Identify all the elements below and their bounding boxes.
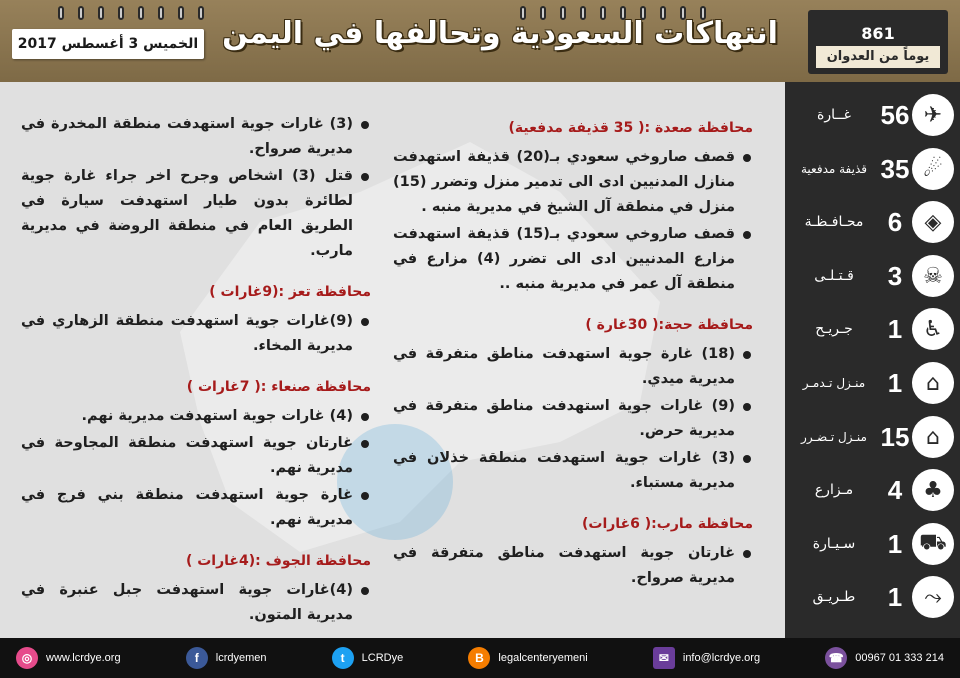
jet-icon: ✈ (912, 94, 954, 136)
phone-number[interactable]: 00967 01 333 214 (855, 652, 944, 664)
artillery-icon: ☄ (912, 148, 954, 190)
date-label: الخميس 3 أغسطس 2017 (12, 29, 204, 59)
page-title: انتهاكات السعودية وتحالفها في اليمن (222, 16, 778, 51)
list-item: (4) غارات جوية استهدفت مديرية نهم. (21, 404, 371, 429)
injured-icon: ♿ (912, 308, 954, 350)
stat-label: مـزارع (814, 482, 854, 498)
stat-injured (790, 306, 954, 352)
stat-number: 15 (880, 421, 910, 452)
section-jawf (21, 549, 371, 628)
list-item: (9)غارات جوية استهدفت منطقة الزهاري في مديرية المخاء. (21, 309, 371, 359)
section-title: محافظة صنعاء :( 7غارات ) (186, 379, 371, 395)
blogger-icon: B (468, 647, 490, 669)
list-item: غارة جوية استهدفت منطقة بني فرج في مديرية نهم. (21, 483, 371, 533)
road-icon: ⤳ (912, 576, 954, 618)
twitter-icon: t (332, 647, 354, 669)
destroyed-house-icon: ⌂ (912, 362, 954, 404)
stat-number: 35 (880, 153, 910, 184)
stat-number: 56 (880, 99, 910, 130)
stat-house-destroyed (790, 360, 954, 406)
website-link[interactable]: www.lcrdye.org (46, 652, 121, 664)
list-item: (4)غارات جوية استهدفت جبل عنبرة في مديرية المتون. (21, 578, 371, 628)
footer-phone[interactable] (825, 647, 944, 669)
section-title: محافظة تعز :(9غارات ) (209, 284, 371, 300)
list-item: غارتان جوية استهدفت منطقة المجاوحة في مديرية نهم. (21, 431, 371, 481)
mail-icon: ✉ (653, 647, 675, 669)
twitter-link[interactable]: LCRDye (361, 652, 404, 664)
farm-icon: ♣ (912, 469, 954, 511)
damaged-house-icon: ⌂ (912, 416, 954, 458)
list-item: (3) غارات جوية استهدفت منطقة المخدرة في مديرية صرواح. (21, 112, 371, 162)
list-item: قصف صاروخي سعودي بـ(15) قذيفة استهدفت مزارع المدنيين ادى الى تضرر (4) مزارع في منطقة آل عمر في مديرية منبه .. (393, 222, 753, 297)
days-count: 861 (861, 24, 895, 43)
section-marib (393, 512, 753, 591)
stat-killed (790, 253, 954, 299)
stat-airstrikes (790, 92, 954, 138)
section-title: محافظة حجة:( 30غارة ) (585, 317, 753, 333)
binder-rings-left (58, 6, 204, 20)
stat-number: 1 (887, 581, 903, 612)
footer-website[interactable] (16, 647, 121, 669)
column-left (21, 112, 371, 630)
stat-house-damaged (790, 414, 954, 460)
stat-label: سـيـارة (812, 536, 856, 552)
list-item: (9) غارات جوية استهدفت مناطق متفرقة في مديرية حرض. (393, 394, 753, 444)
stat-label: قـتـلـى (814, 268, 854, 284)
footer-twitter[interactable] (332, 647, 404, 669)
globe-icon: ◎ (16, 647, 38, 669)
facebook-link[interactable]: lcrdyemen (215, 652, 267, 664)
phone-icon: ☎ (825, 647, 847, 669)
killed-icon: ☠ (912, 255, 954, 297)
section-sanaa (21, 375, 371, 533)
stat-label: جـريـح (815, 321, 853, 337)
section-title: محافظة الجوف :(4غارات ) (185, 553, 371, 569)
footer-blog[interactable] (468, 647, 587, 669)
stats-sidebar (785, 82, 960, 638)
section-taiz (21, 280, 371, 359)
stat-number: 3 (887, 260, 903, 291)
days-counter-box (808, 10, 948, 74)
blog-link[interactable]: legalcenteryemeni (498, 652, 588, 664)
stat-label: قذيفة مدفعية (801, 162, 867, 176)
main-content (0, 82, 785, 638)
stat-label: منـزل تـدمـر (802, 376, 866, 390)
section-hajjah (393, 313, 753, 496)
stat-label: منـزل تـضـرر (801, 430, 867, 444)
header-bar (0, 0, 960, 82)
list-item: غارتان جوية استهدفت مناطق متفرقة في مديرية صرواح. (393, 541, 753, 591)
facebook-icon: f (186, 647, 208, 669)
stat-label: طـريـق (812, 589, 856, 605)
stat-label: محـافـظـة (804, 214, 864, 230)
stat-artillery (790, 146, 954, 192)
stat-label: غــارة (817, 107, 851, 123)
list-item: قصف صاروخي سعودي بـ(20) قذيفة استهدفت منازل المدنيين ادى الى تدمير منزل وتضرر (15) منزل في منطقة آل الشيخ في مديرية منبه . (393, 145, 753, 220)
stat-car (790, 521, 954, 567)
section-title: محافظة صعدة :( 35 قذيفة مدفعية) (508, 120, 753, 136)
list-item: (3) غارات جوية استهدفت منطقة خذلان في مديرية مستباء. (393, 446, 753, 496)
map-icon: ◈ (912, 201, 954, 243)
stat-number: 6 (887, 206, 903, 237)
stat-road (790, 574, 954, 620)
footer-facebook[interactable] (186, 647, 267, 669)
list-item: (18) غارة جوية استهدفت مناطق متفرقة في مديرية ميدي. (393, 342, 753, 392)
column-right (393, 112, 753, 593)
stat-farms (790, 467, 954, 513)
section-saada (393, 116, 753, 297)
stat-number: 1 (887, 313, 903, 344)
section-title: محافظة مارب:( 6غارات) (581, 516, 753, 532)
footer-bar (0, 638, 960, 678)
stat-number: 1 (887, 528, 903, 559)
days-label: يوماً من العدوان (816, 46, 940, 68)
stat-governorates (790, 199, 954, 245)
stat-number: 4 (887, 474, 903, 505)
footer-email[interactable] (653, 647, 760, 669)
section-marib-continued (21, 112, 371, 264)
email-link[interactable]: info@lcrdye.org (682, 652, 761, 664)
stat-number: 1 (887, 367, 903, 398)
car-icon: ⛟ (912, 523, 954, 565)
list-item: قتل (3) اشخاص وجرح اخر جراء غارة جوية لطائرة بدون طيار استهدفت سيارة في الطريق العام في منطقة الروضة في مديرية مارب. (21, 164, 371, 264)
